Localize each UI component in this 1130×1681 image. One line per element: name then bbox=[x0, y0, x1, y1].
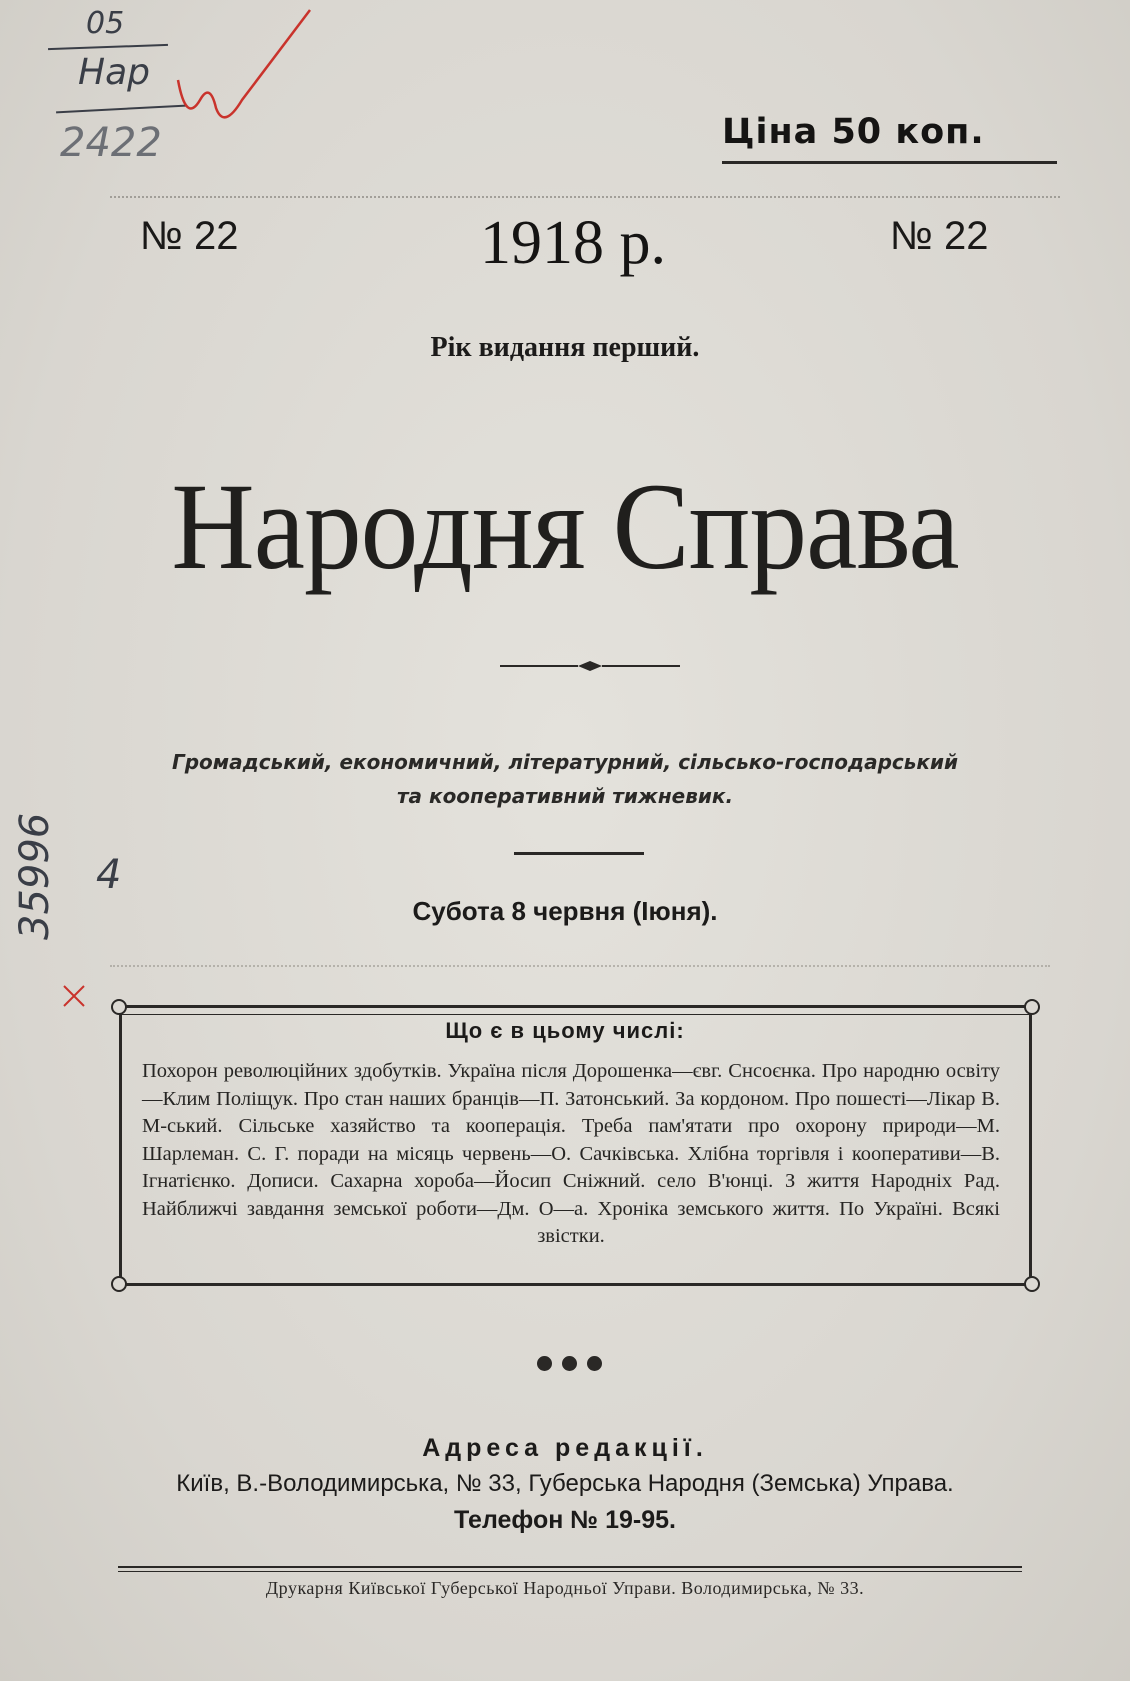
contents-title: Що є в цьому числі: bbox=[445, 1018, 685, 1043]
price-label: Ціна 50 коп. bbox=[722, 112, 985, 152]
subtitle-line-1: Громадський, економичний, літературний, сільсько-господарський bbox=[171, 750, 958, 774]
margin-number: 35996 bbox=[12, 812, 58, 940]
red-pencil-mark bbox=[160, 0, 320, 130]
address-line: Київ, В.-Володимирська, № 33, Губерська Народня (Земська) Управа. bbox=[176, 1470, 954, 1497]
issue-date: Субота 8 червня (Іюня). bbox=[412, 896, 718, 926]
printer-imprint: Друкарня Київської Губерської Народньої Управи. Володимирська, № 33. bbox=[265, 1578, 865, 1598]
corner-ring-icon bbox=[111, 1276, 127, 1292]
subtitle-line-2: та кооперативний тижневик. bbox=[396, 784, 734, 808]
issue-number-right: № 22 bbox=[890, 214, 989, 258]
short-divider bbox=[514, 852, 644, 855]
ornament-dots-icon bbox=[532, 1356, 607, 1376]
edition-line: Рік видання перший. bbox=[430, 332, 700, 363]
phone-line: Телефон № 19-95. bbox=[454, 1506, 676, 1534]
dotted-separator bbox=[110, 965, 1050, 967]
shelf-number: 2422 bbox=[60, 120, 162, 166]
header-divider bbox=[110, 196, 1060, 200]
contents-text: Похорон революційних здобутків. Україна після Дорошенка—євг. Снсоєнка. Про народню освіту—Клим Поліщук. Про стан наших бранців—П. Затонський. За кордоном. Про пошесті—Лікар В. М-ський. Сільське хазяйство та кооперація. Треба пам'ятати про охорону природи—М. Шарлеман. С. Г. поради на місяць червень—О. Сачківська. Хлібна торгівля і кооперативи—В. Ігнатієнко. Дописи. Сахарна хороба—Йосип Сніжний. село В'юнці. З життя Народніх Рад. Найближчі завдання земської роботи—Дм. О—а. Хроніка земського життя. По Україні. Всякі звістки. bbox=[142, 1060, 1000, 1247]
shelf-code: 05 bbox=[86, 6, 125, 41]
address-title: Адреса редакції. bbox=[422, 1434, 708, 1462]
ornament-divider-icon bbox=[500, 660, 680, 672]
bottom-rule bbox=[118, 1566, 1022, 1568]
masthead-title: Народня Справа bbox=[171, 458, 959, 595]
corner-ring-icon bbox=[1024, 999, 1040, 1015]
handwritten-rule bbox=[48, 44, 168, 50]
price-underline bbox=[722, 161, 1057, 164]
issue-number-left: № 22 bbox=[140, 214, 239, 258]
year: 1918 р. bbox=[480, 209, 666, 277]
bottom-rule-thin bbox=[118, 1571, 1022, 1572]
shelf-abbr: Нар bbox=[78, 52, 150, 93]
corner-ring-icon bbox=[1024, 1276, 1040, 1292]
margin-mark: 4 bbox=[96, 852, 122, 898]
corner-ring-icon bbox=[111, 999, 127, 1015]
red-x-mark bbox=[60, 982, 90, 1012]
publication-subtitle bbox=[110, 745, 1020, 813]
